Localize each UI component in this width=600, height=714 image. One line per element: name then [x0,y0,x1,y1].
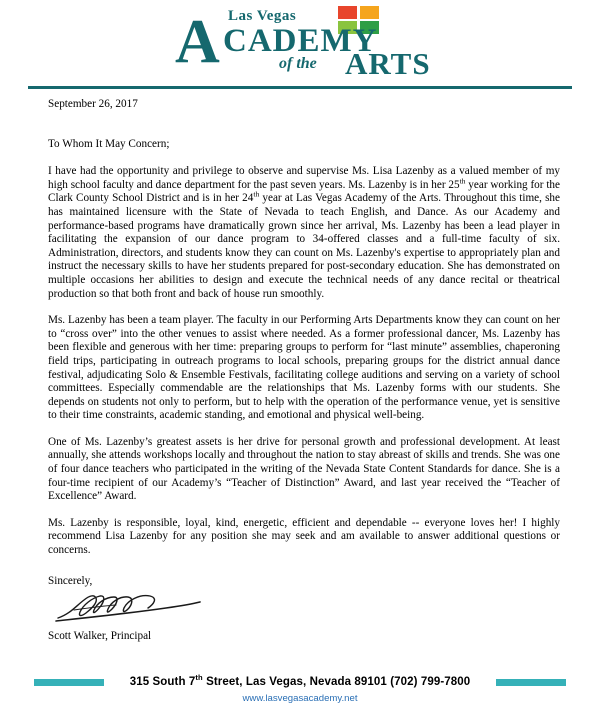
footer-bar-right [496,679,566,686]
logo-text-a: A [175,8,220,76]
signature-block [48,586,560,630]
footer [0,674,600,704]
paragraph-3: One of Ms. Lazenby’s greatest assets is her drive for personal growth and professional development. At least annually, she attends workshops locally and throughout the nation to stay abreast of skills and trends. She was one of four dance teachers who participated in the writing of the Nevada State Content Standards for dance. She is a four-time recipient of our Academy’s “Teacher of Distinction” Award, and last year received the “Teacher of Excellence” Award. [48,435,560,503]
paragraph-1-part-a: I have had the opportunity and privilege to observe and supervise Ms. Lisa Lazenby as a valued member of my high school faculty and dance department for the past seven years. Ms. Lazenby is in her 25 [48,165,560,191]
paragraph-1-ordinal-1: th [459,176,466,186]
footer-bar-left [34,679,104,686]
letterhead [0,0,600,86]
school-logo [0,6,600,80]
letter-closing: Sincerely, [48,574,93,587]
logo-text-arts: ARTS [345,46,431,81]
footer-address-part-b: Street, Las Vegas, Nevada 89101 (702) 799-7800 [202,676,471,688]
signer-name: Scott Walker, Principal [48,630,152,643]
footer-address-part-a: 315 South 7 [129,676,196,688]
paragraph-1-part-c: year at Las Vegas Academy of the Arts. Throughout this time, she has maintained licensure with the State of Nevada to teach English, and Dance. As our Academy and performance-based programs have dramatically grown since her arrival, Ms. Lazenby has been a lead player in facilitating the expansion of our dance program to 34-offered classes and a full-time faculty of six. Administration, directors, and students know they can count on Ms. Lazenby's expertise to appropriately plan and instruct the necessary skills to have her students prepared for post-secondary education. She has demonstrated on multiple occasions her abilities to design and execute the technical needs of any dance recital or theatrical production so that both front and back of house run smoothly. [48,192,560,300]
footer-address-ordinal: th [195,673,203,683]
letter-date: September 26, 2017 [48,98,138,110]
handwritten-signature [54,588,204,626]
footer-address [129,673,471,688]
paragraph-1 [48,165,560,301]
footer-website-link[interactable]: www.lasvegasacademy.net [242,693,358,704]
paragraph-4: Ms. Lazenby is responsible, loyal, kind, energetic, efficient and dependable -- everyone loves her! I highly recommend Lisa Lazenby for any position she may seek and am available to answer additional questions or concerns. [48,516,560,557]
paragraph-2: Ms. Lazenby has been a team player. The faculty in our Performing Arts Departments know they can count on her to “cross over” into the other venues to assist where needed. As a former professional dancer, Ms. Lazenby has been flexible and generous with her time: preparing groups to perform for “last minute” assemblies, chaperoning field trips, participating in outreach programs to local schools, preparing groups for the district annual dance festival, adjudicating Solo & Ensemble Festivals, facilitating college auditions and serving on a variety of school committees. Especially commendable are the relationships that Ms. Lazenby forms with our students. She depends on students not only to perform, but to help with the operation of the performance venue, yet is sensitive to their time constraints, academic standing, and emotional and physical well-being. [48,314,560,422]
header-divider [28,86,572,89]
letter-body [48,98,560,644]
paragraph-1-ordinal-2: th [253,189,260,199]
logo-text-ofthe: of the [279,55,317,72]
logo-text-academy: CADEMY [223,23,378,59]
paragraph-1-part-b: year working for the Clark County School District and is in her 24 [48,178,560,205]
logo-text-lasvegas: Las Vegas [228,8,297,24]
letter-salutation: To Whom It May Concern; [48,137,170,150]
